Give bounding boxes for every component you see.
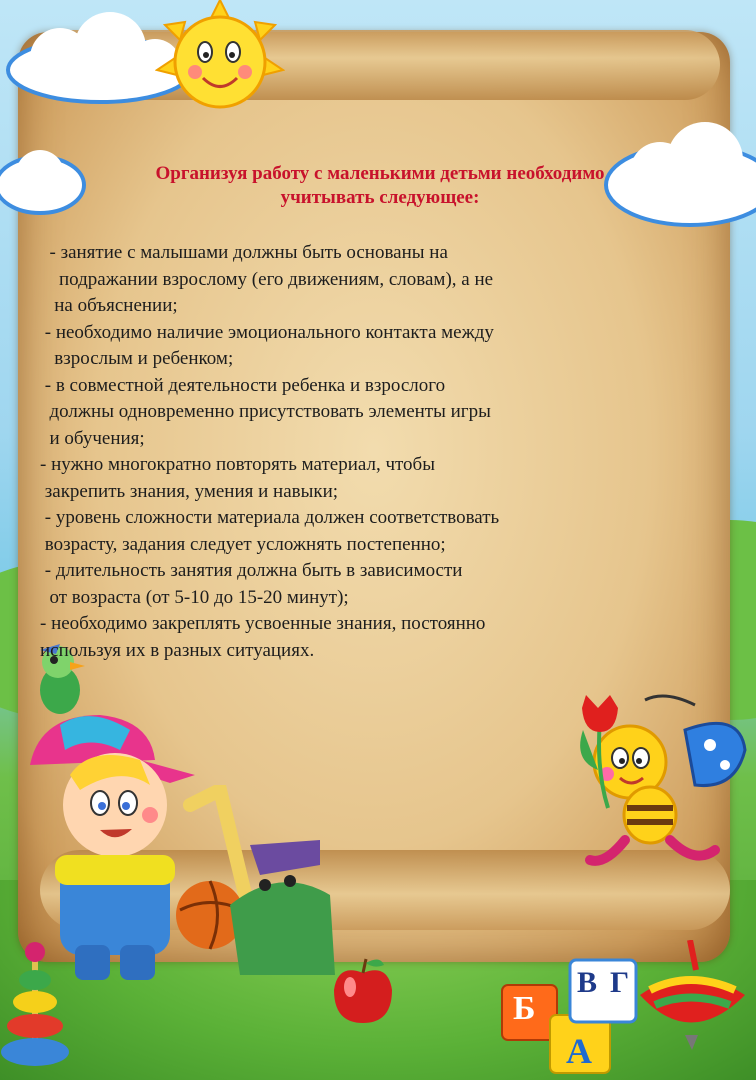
list-item: - уровень сложности материала должен соответствовать	[40, 507, 500, 528]
rules-list	[40, 240, 700, 664]
list-item: должны одновременно присутствовать элементы игры	[40, 401, 491, 422]
ball-icon	[170, 785, 350, 985]
list-item: и обучения;	[40, 427, 145, 449]
tulip-icon	[568, 690, 638, 810]
spinning-top-icon	[630, 940, 756, 1050]
apple-icon	[328, 955, 398, 1027]
list-item: взрослым и ребенком;	[40, 348, 234, 369]
block-letter-v: В	[577, 966, 598, 999]
title-line: Организуя работу с маленькими детьми необходимо	[155, 163, 605, 184]
list-item: подражании взрослому (его движениям, словам), а не	[40, 268, 494, 290]
list-item: - длительность занятия должна быть в зависимости	[40, 560, 463, 581]
list-item: на объяснении;	[40, 295, 178, 316]
title-line: учитывать следующее:	[280, 187, 480, 208]
block-letter-g: Г	[610, 966, 630, 999]
list-item: - занятие с малышами должны быть основаны на	[40, 242, 448, 263]
pyramid-toy-icon	[0, 940, 70, 1080]
list-item: закрепить знания, умения и навыки;	[40, 480, 339, 502]
list-item: - необходимо наличие эмоционального контакта между	[40, 321, 494, 343]
list-item: возрасту, задания следует усложнять постепенно;	[40, 533, 446, 555]
instruction-text	[40, 162, 700, 664]
list-item: - нужно многократно повторять материал, чтобы	[40, 454, 435, 475]
list-item: от возраста (от 5-10 до 15-20 минут);	[40, 586, 349, 608]
block-letter-b: Б	[513, 990, 536, 1027]
list-item: - в совместной деятельности ребенка и взрослого	[40, 374, 446, 396]
sun-icon	[155, 0, 285, 120]
list-item: используя их в разных ситуациях.	[40, 639, 315, 661]
block-letter-a: А	[566, 1031, 592, 1071]
page-title	[90, 162, 670, 210]
list-item: - необходимо закреплять усвоенные знания, постоянно	[40, 613, 486, 634]
